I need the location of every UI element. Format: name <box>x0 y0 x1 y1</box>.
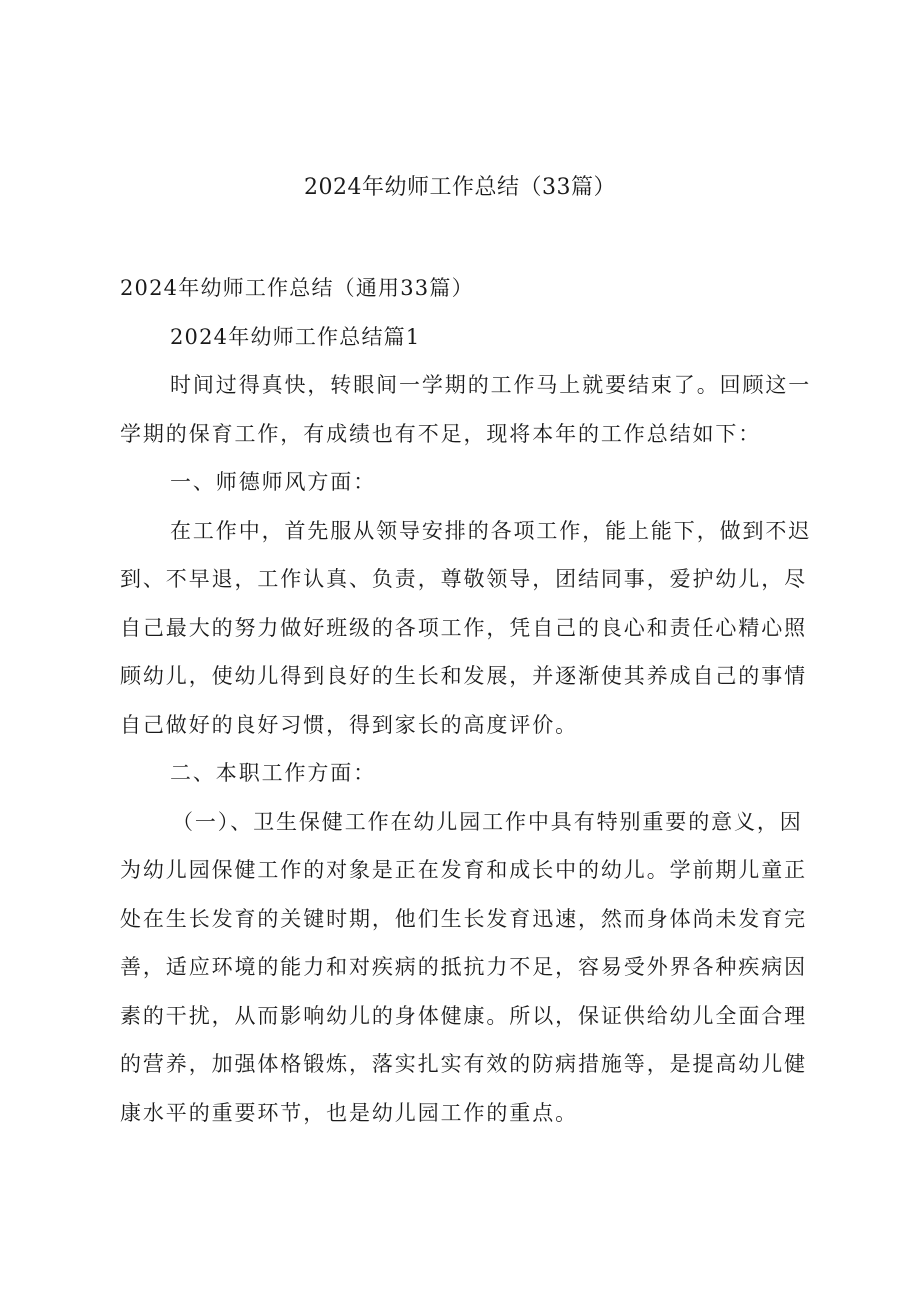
paragraph-line: 善，适应环境的能力和对疾病的抵抗力不足，容易受外界各种疾病因 <box>120 955 807 979</box>
paragraph-line: 为幼儿园保健工作的对象是正在发育和成长中的幼儿。学前期儿童正 <box>120 858 807 882</box>
paragraph-line: 处在生长发育的关键时期，他们生长发育迅速，然而身体尚未发育完 <box>120 906 807 931</box>
paragraph-line: 自己做好的良好习惯，得到家长的高度评价。 <box>120 712 578 737</box>
subheading-line: 一、师德师风方面： <box>170 470 377 494</box>
paragraph-line: （一）、卫生保健工作在幼儿园工作中具有特别重要的意义，因 <box>172 809 803 834</box>
document-title: 2024年幼师工作总结（33篇） <box>304 175 616 200</box>
document-subtitle: 2024年幼师工作总结（通用33篇） <box>120 276 474 300</box>
subheading-line: 二、本职工作方面： <box>170 761 377 785</box>
paragraph-line: 顾幼儿，使幼儿得到良好的生长和发展，并逐渐使其养成自己的事情 <box>120 664 807 688</box>
paragraph-line: 学期的保育工作，有成绩也有不足，现将本年的工作总结如下： <box>120 421 762 446</box>
paragraph-line: 时间过得真快，转眼间一学期的工作马上就要结束了。回顾这一 <box>170 373 812 397</box>
paragraph-line: 康水平的重要环节，也是幼儿园工作的重点。 <box>120 1100 578 1125</box>
document-body <box>120 272 816 1145</box>
section-heading: 2024年幼师工作总结篇1 <box>170 324 421 349</box>
paragraph-line: 在工作中，首先服从领导安排的各项工作，能上能下，做到不迟 <box>170 518 812 543</box>
paragraph-line: 的营养，加强体格锻炼，落实扎实有效的防病措施等，是提高幼儿健 <box>120 1052 807 1076</box>
paragraph-line: 自己最大的努力做好班级的各项工作，凭自己的良心和责任心精心照 <box>120 615 807 640</box>
paragraph-line: 素的干扰，从而影响幼儿的身体健康。所以，保证供给幼儿全面合理 <box>120 1003 807 1028</box>
paragraph-line: 到、不早退，工作认真、负责，尊敬领导，团结同事，爱护幼儿，尽 <box>120 567 807 591</box>
